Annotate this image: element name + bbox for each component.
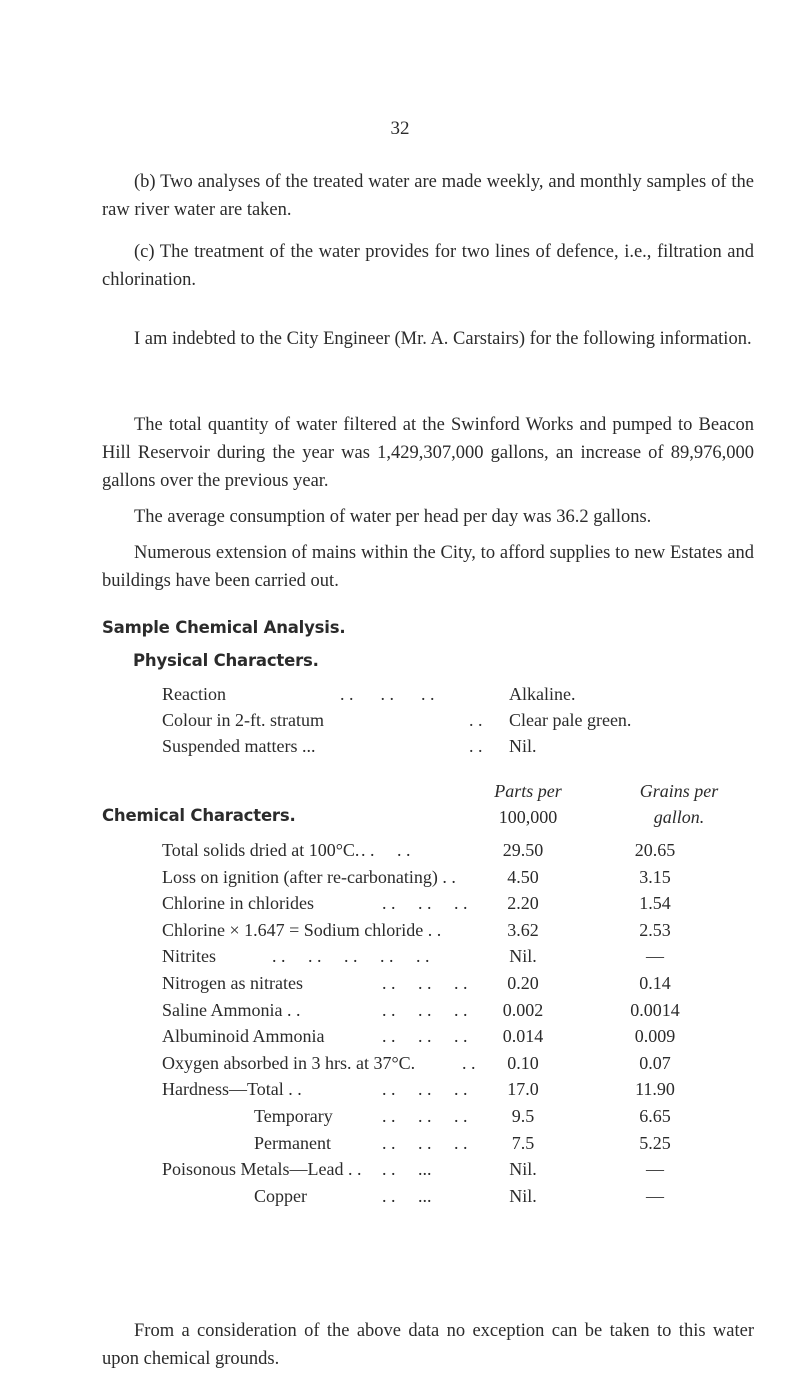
parts-per-100000-value: 9.5 (511, 1106, 535, 1126)
chemical-label: Saline Ammonia . . (162, 999, 301, 1020)
grains-per-gallon-value: 6.65 (639, 1106, 671, 1126)
page-number: 32 (390, 118, 410, 139)
parts-per-100000-value: 7.5 (511, 1132, 535, 1153)
parts-per-100000-value: 3.62 (507, 919, 539, 940)
chemical-row (162, 1000, 762, 1026)
paragraph-indebted: I am indebted to the City Engineer (Mr. A. Carstairs) for the following information. (134, 329, 752, 349)
chemical-label: Chlorine × 1.647 = Sodium chloride . . (162, 919, 442, 940)
column-header-grains-per (604, 778, 754, 830)
paragraph-extension: Numerous extension of mains within the City, to afford supplies to new Estates and buildings have been carried out. (102, 543, 754, 591)
physical-row-suspended (162, 736, 722, 762)
chemical-row (162, 1186, 762, 1212)
grains-per-gallon-value: 20.65 (634, 840, 676, 860)
grains-per-gallon-value: 0.0014 (630, 999, 680, 1020)
grains-per-gallon-value: 11.90 (635, 1079, 675, 1100)
physical-row-colour (162, 710, 722, 736)
grains-per-gallon-value: 0.07 (639, 1052, 671, 1073)
chemical-row (162, 840, 762, 866)
chemical-row (162, 1079, 762, 1105)
parts-per-100000-value: Nil. (509, 1185, 537, 1206)
parts-per-100000-value: 0.014 (502, 1026, 544, 1047)
grains-per-gallon-value: — (646, 1159, 664, 1180)
grains-per-gallon-value: — (646, 946, 664, 967)
chemical-label: Poisonous Metals—Lead . . (162, 1159, 362, 1180)
grains-per-gallon-value: 0.009 (634, 1026, 676, 1047)
grains-per-gallon-value: 5.25 (639, 1132, 671, 1153)
grains-per-gallon-value: — (646, 1185, 664, 1206)
grains-per-gallon-value: 1.54 (639, 893, 671, 914)
leader-dots: . . . . . . (382, 1132, 468, 1153)
chemical-row (162, 920, 762, 946)
chemical-label: Oxygen absorbed in 3 hrs. at 37°C. (162, 1052, 416, 1073)
chemical-label: Copper (254, 1185, 307, 1206)
column-header-parts-per (463, 778, 593, 830)
leader-dots: . . . . . . . . . . (272, 946, 430, 967)
parts-per-100000-value: Nil. (509, 1159, 537, 1180)
col1-line2: 100,000 (498, 807, 558, 827)
parts-per-100000-value: 29.50 (502, 840, 544, 860)
chemical-row (162, 893, 762, 919)
grains-per-gallon-value: 0.14 (639, 973, 671, 993)
chemical-label: Temporary (254, 1106, 333, 1126)
paragraph-b: (b) Two analyses of the treated water are made weekly, and monthly samples of the raw river water are taken. (102, 172, 754, 220)
leader-dots: . . ... (382, 1159, 432, 1180)
parts-per-100000-value: 0.002 (502, 999, 544, 1020)
parts-per-100000-value: Nil. (509, 946, 537, 967)
leader-dots: . . (462, 1052, 476, 1073)
col2-line1: Grains per (639, 781, 719, 801)
grains-per-gallon-value: 3.15 (639, 866, 671, 887)
chemical-row (162, 867, 762, 893)
leader-dots: . . (469, 710, 483, 730)
chemical-label: Total solids dried at 100°C. (162, 840, 360, 860)
physical-label: Reaction (162, 684, 226, 704)
leader-dots: . . . . . . (340, 684, 435, 704)
physical-row-reaction (162, 684, 722, 710)
chemical-label: Hardness—Total . . (162, 1079, 302, 1100)
chemical-label: Permanent (254, 1132, 331, 1153)
paragraph-conclusion: From a consideration of the above data no exception can be taken to this water upon chemical grounds. (102, 1321, 754, 1369)
leader-dots: . . . . . . (382, 1106, 468, 1126)
paragraph-average: The average consumption of water per head per day was 36.2 gallons. (134, 507, 652, 527)
parts-per-100000-value: 0.20 (507, 973, 539, 993)
physical-label: Colour in 2-ft. stratum (162, 710, 324, 730)
physical-value: Nil. (509, 736, 537, 756)
leader-dots: . . . . (361, 840, 411, 860)
chemical-row (162, 973, 762, 999)
grains-per-gallon-value: 2.53 (639, 919, 671, 940)
leader-dots: . . . . . . (382, 999, 468, 1020)
chemical-label: Albuminoid Ammonia (162, 1026, 325, 1047)
physical-label: Suspended matters ... (162, 736, 316, 756)
leader-dots: . . . . . . (382, 893, 468, 914)
col1-line1: Parts per (494, 781, 562, 801)
chemical-characters-heading: Chemical Characters. (102, 806, 296, 825)
physical-value: Alkaline. (509, 684, 576, 704)
chemical-row (162, 1159, 762, 1185)
physical-characters-heading: Physical Characters. (133, 651, 319, 670)
chemical-label: Nitrogen as nitrates (162, 973, 303, 993)
parts-per-100000-value: 17.0 (507, 1079, 539, 1100)
chemical-row (162, 1053, 762, 1079)
leader-dots: . . ... (382, 1185, 432, 1206)
chemical-label: Loss on ignition (after re-carbonating) . . (162, 866, 456, 887)
leader-dots: . . (469, 736, 483, 756)
leader-dots: . . . . . . (382, 973, 468, 993)
paragraph-c: (c) The treatment of the water provides for two lines of defence, i.e., filtration and chlorination. (102, 242, 754, 290)
chemical-row (162, 946, 762, 972)
leader-dots: . . . . . . (382, 1026, 468, 1047)
sample-analysis-heading: Sample Chemical Analysis. (102, 618, 346, 637)
chemical-label: Chlorine in chlorides (162, 893, 314, 914)
chemical-row (162, 1106, 762, 1132)
chemical-row (162, 1026, 762, 1052)
parts-per-100000-value: 2.20 (507, 893, 539, 914)
parts-per-100000-value: 4.50 (507, 866, 539, 887)
paragraph-total-quantity: The total quantity of water filtered at the Swinford Works and pumped to Beacon Hill Reservoir during the year was 1,429,307,000 gallons, an increase of 89,976,000 gallons over the previous year. (102, 415, 754, 491)
physical-value: Clear pale green. (509, 710, 632, 730)
col2-line2: gallon. (653, 807, 705, 827)
chemical-row (162, 1133, 762, 1159)
leader-dots: . . . . . . (382, 1079, 468, 1100)
chemical-label: Nitrites (162, 946, 216, 967)
parts-per-100000-value: 0.10 (507, 1052, 539, 1073)
